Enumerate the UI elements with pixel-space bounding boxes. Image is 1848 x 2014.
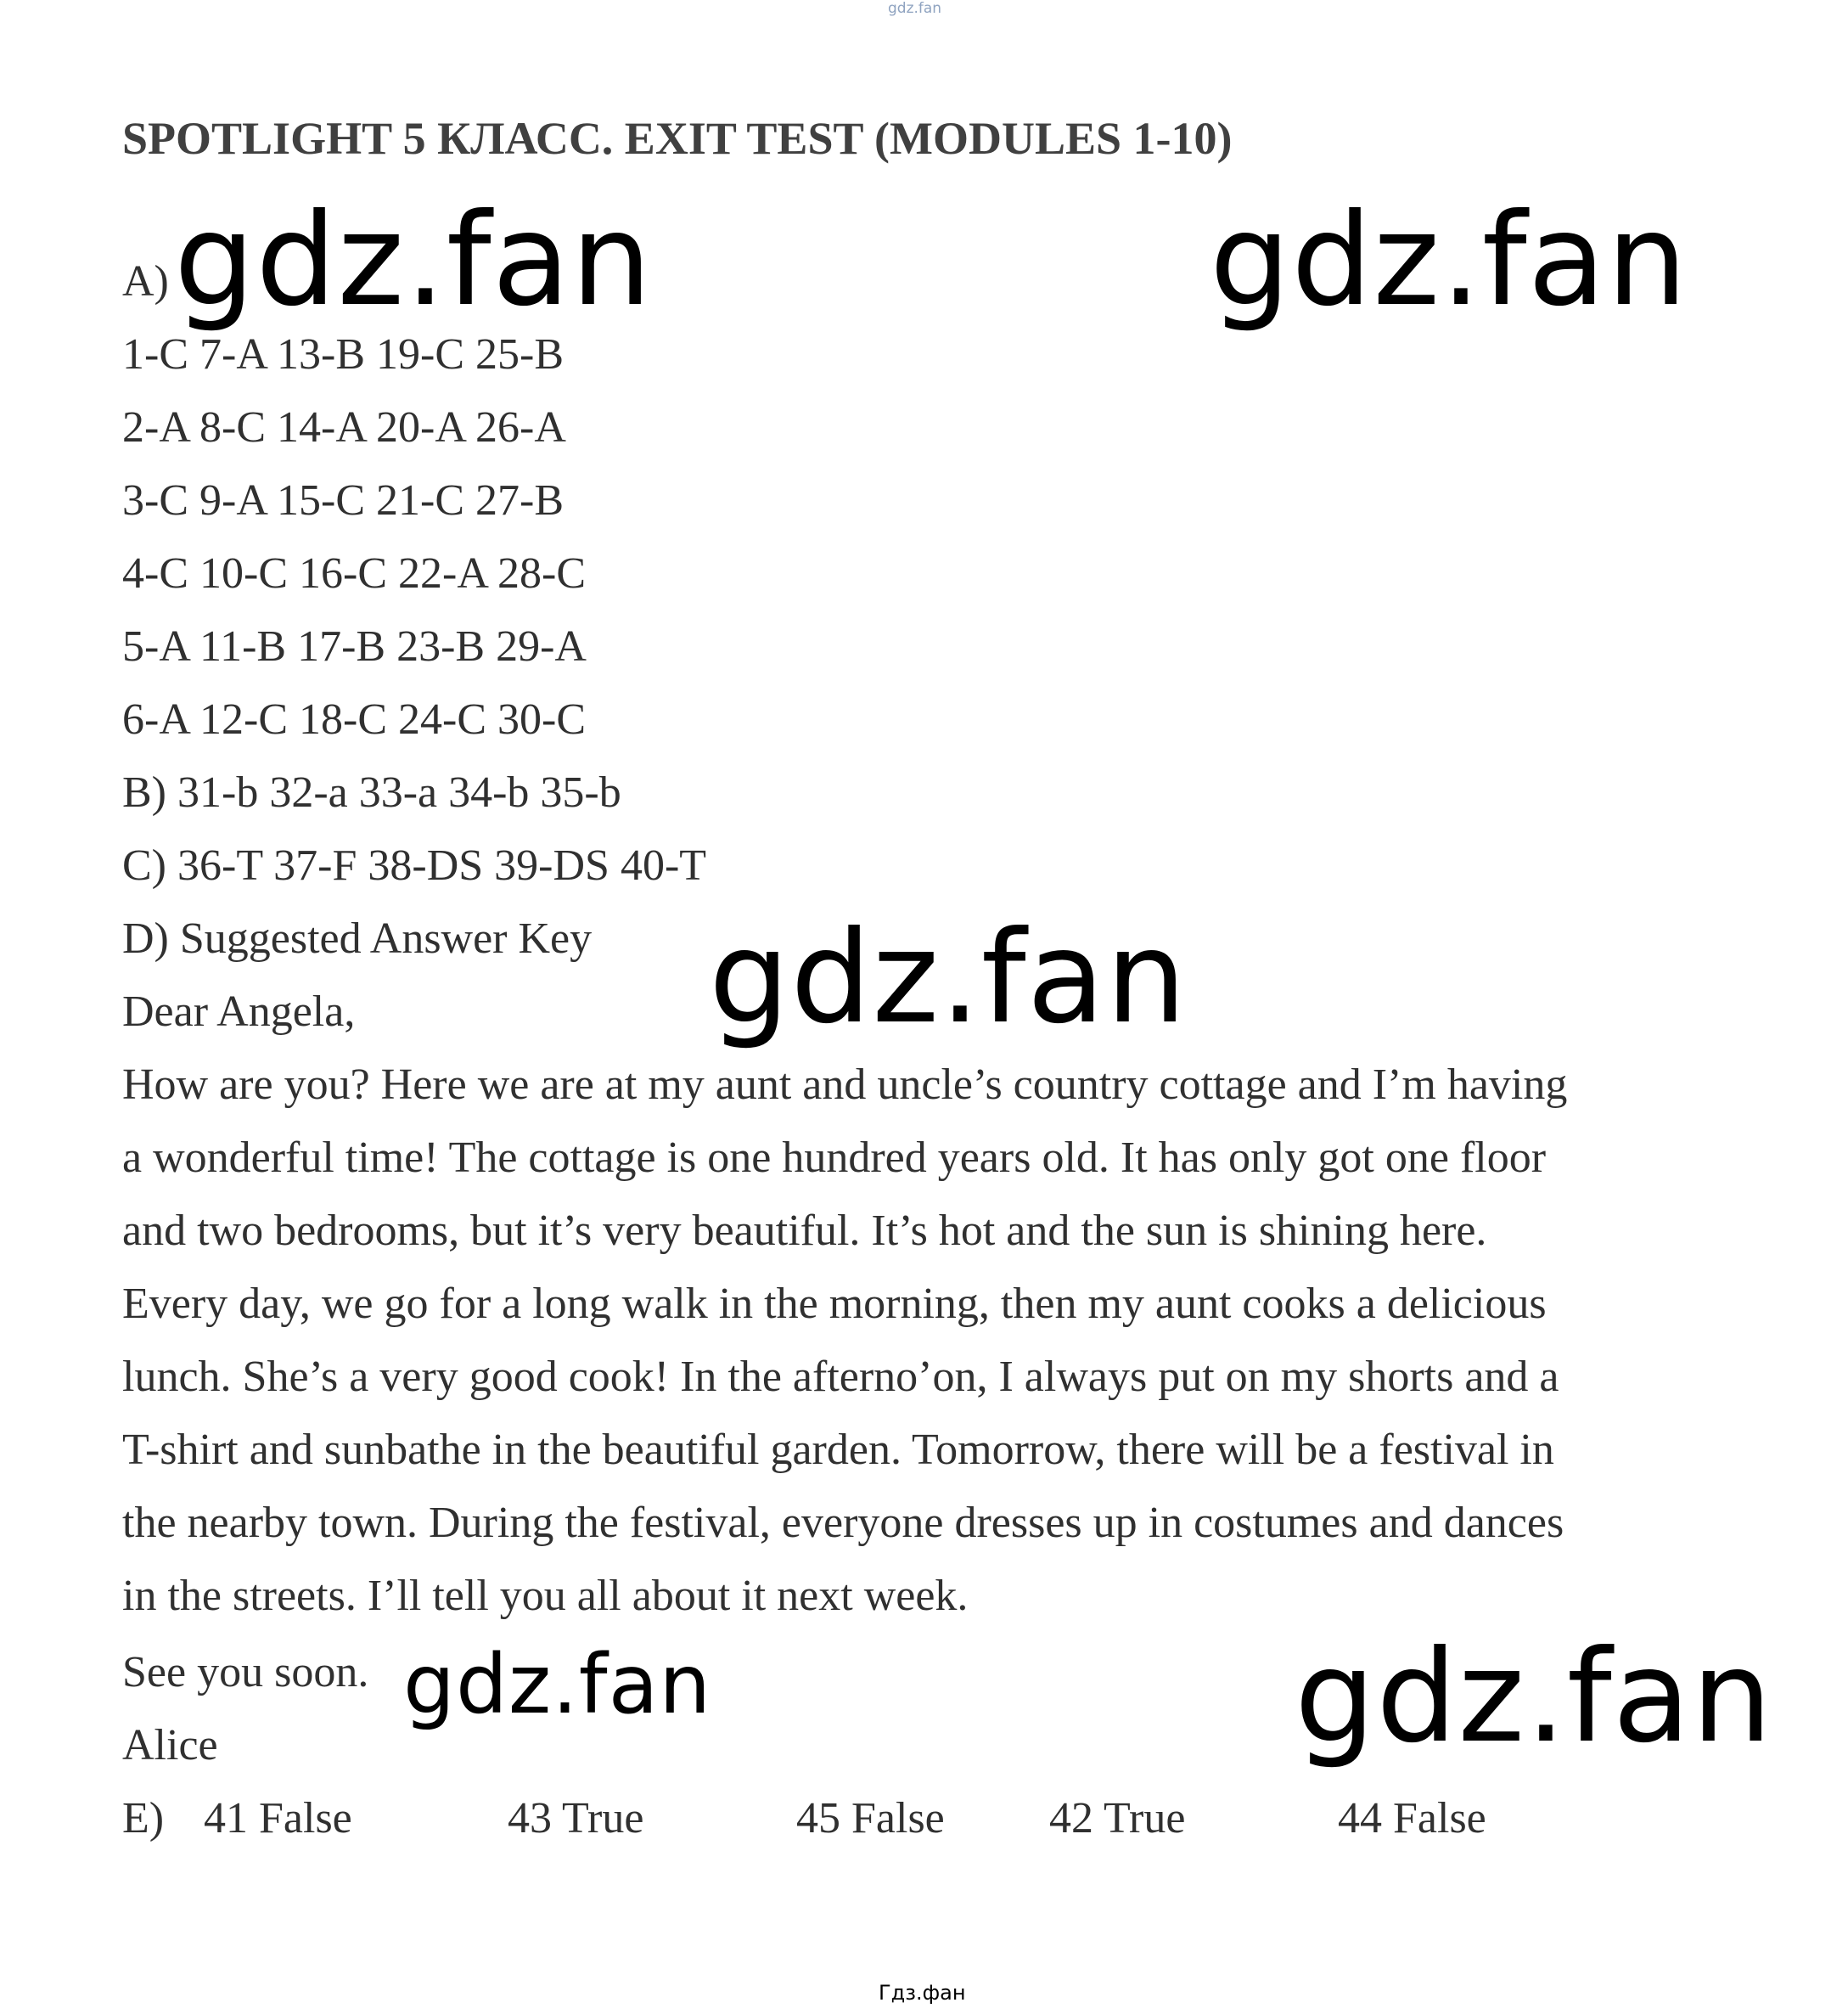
answer-row-3: 3-C 9-A 15-C 21-C 27-B [122, 476, 564, 525]
section-e-item: 41 False [204, 1794, 352, 1842]
top-watermark: gdz.fan [888, 0, 942, 17]
watermark: gdz.fan [709, 904, 1188, 1052]
answer-row-4: 4-C 10-C 16-C 22-A 28-C [122, 549, 586, 598]
page-title: SPOTLIGHT 5 КЛАСС. EXIT TEST (MODULES 1-10) [122, 113, 1233, 164]
section-d-heading: D) Suggested Answer Key [122, 914, 593, 963]
letter-line: in the streets. I’ll tell you all about it next week. [122, 1572, 969, 1620]
letter-greeting: Dear Angela, [122, 987, 356, 1036]
answer-row-6: 6-A 12-C 18-C 24-C 30-C [122, 695, 586, 744]
letter-line: T-shirt and sunbathe in the beautiful garden. Tomorrow, there will be a festival in [122, 1426, 1554, 1474]
letter-line: and two bedrooms, but it’s very beautiful. It’s hot and the sun is shining here. [122, 1207, 1487, 1255]
answer-row-2: 2-A 8-C 14-A 20-A 26-A [122, 403, 566, 452]
section-e-item: 42 True [1049, 1794, 1186, 1842]
answer-row-1: 1-C 7-A 13-B 19-C 25-B [122, 330, 564, 379]
section-b: B) 31-b 32-a 33-a 34-b 35-b [122, 768, 621, 817]
letter-line: a wonderful time! The cottage is one hundred years old. It has only got one floor [122, 1134, 1547, 1182]
letter-closing: See you soon. [122, 1648, 369, 1696]
watermark: gdz.fan [403, 1637, 712, 1732]
letter-line: lunch. She’s a very good cook! In the afterno’on, I always put on my shorts and a [122, 1353, 1559, 1401]
watermark: gdz.fan [1295, 1623, 1773, 1771]
letter-line: the nearby town. During the festival, everyone dresses up in costumes and dances [122, 1499, 1564, 1547]
section-e-item: 43 True [508, 1794, 644, 1842]
section-e-item: 44 False [1338, 1794, 1486, 1842]
section-a-label: A) [122, 257, 169, 306]
section-e-item: 45 False [796, 1794, 945, 1842]
section-e-label: E) [122, 1794, 165, 1842]
letter-signature: Alice [122, 1721, 218, 1769]
letter-line: How are you? Here we are at my aunt and uncle’s country cottage and I’m having [122, 1060, 1568, 1109]
answer-row-5: 5-A 11-B 17-B 23-B 29-A [122, 622, 587, 671]
watermark: gdz.fan [1210, 187, 1688, 335]
footer-watermark: Гдз.фан [879, 1981, 966, 2005]
watermark: gdz.fan [174, 187, 653, 335]
letter-line: Every day, we go for a long walk in the morning, then my aunt cooks a delicious [122, 1280, 1547, 1328]
section-c: C) 36-T 37-F 38-DS 39-DS 40-T [122, 841, 707, 890]
